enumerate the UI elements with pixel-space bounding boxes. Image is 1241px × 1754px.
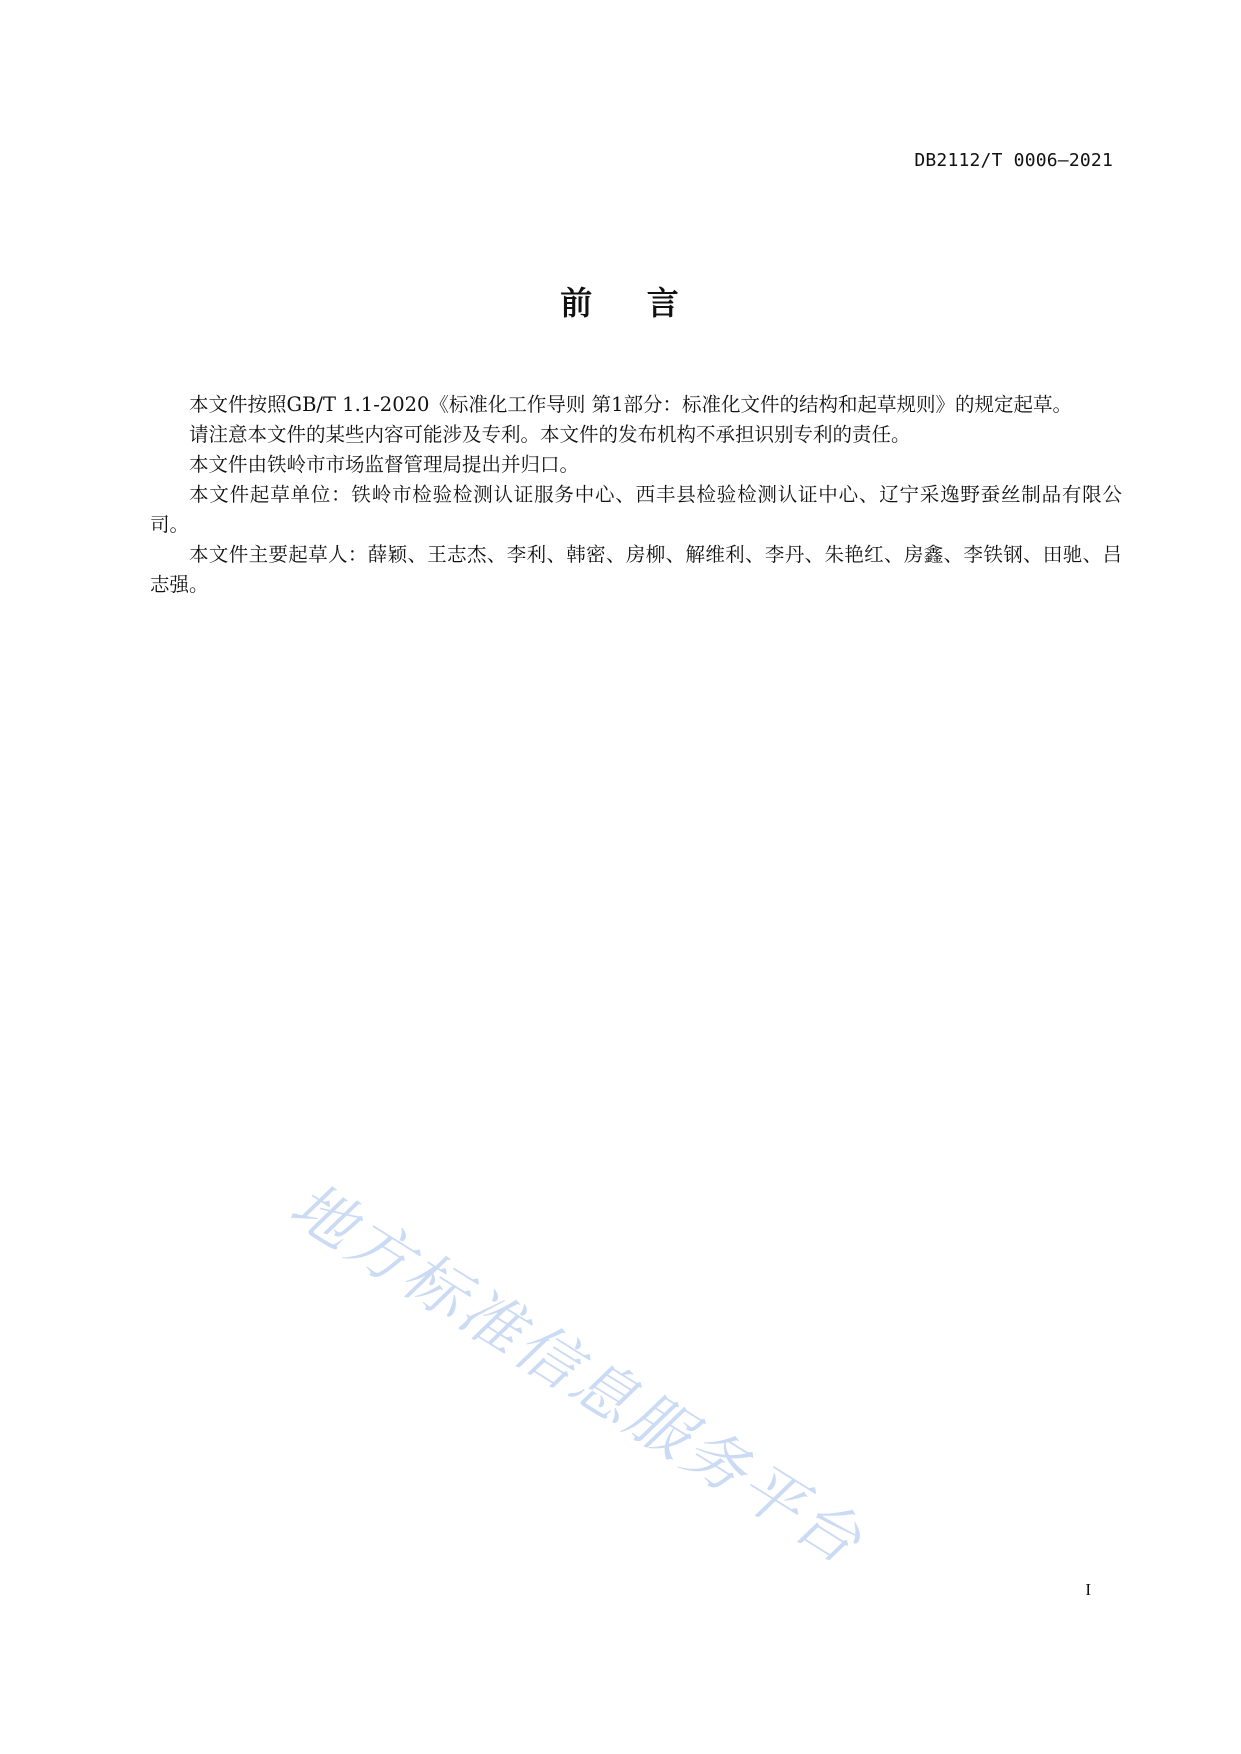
foreword-body [150,390,1122,600]
page-number: I [1085,1580,1091,1599]
paragraph-drafting-units: 本文件起草单位：铁岭市检验检测认证服务中心、西丰县检验检测认证中心、辽宁采逸野蚕丝制品有限公司。 [150,483,1122,536]
watermark: 地方标准信息服务平台 [278,1167,877,1580]
paragraph-drafters: 本文件主要起草人：薛颖、王志杰、李利、韩密、房柳、解维利、李丹、朱艳红、房鑫、李铁钢、田驰、吕志强。 [150,543,1122,596]
paragraph-proposer: 本文件由铁岭市市场监督管理局提出并归口。 [189,453,580,476]
page-title [0,278,1241,324]
paragraph-patent-notice: 请注意本文件的某些内容可能涉及专利。本文件的发布机构不承担识别专利的责任。 [189,423,911,446]
title-text: 前 言 [560,284,681,322]
document-code: DB2112/T 0006—2021 [914,150,1113,171]
paragraph-drafting-basis: 本文件按照GB/T 1.1-2020《标准化工作导则 第1部分：标准化文件的结构和起草规则》的规定起草。 [189,393,1073,416]
